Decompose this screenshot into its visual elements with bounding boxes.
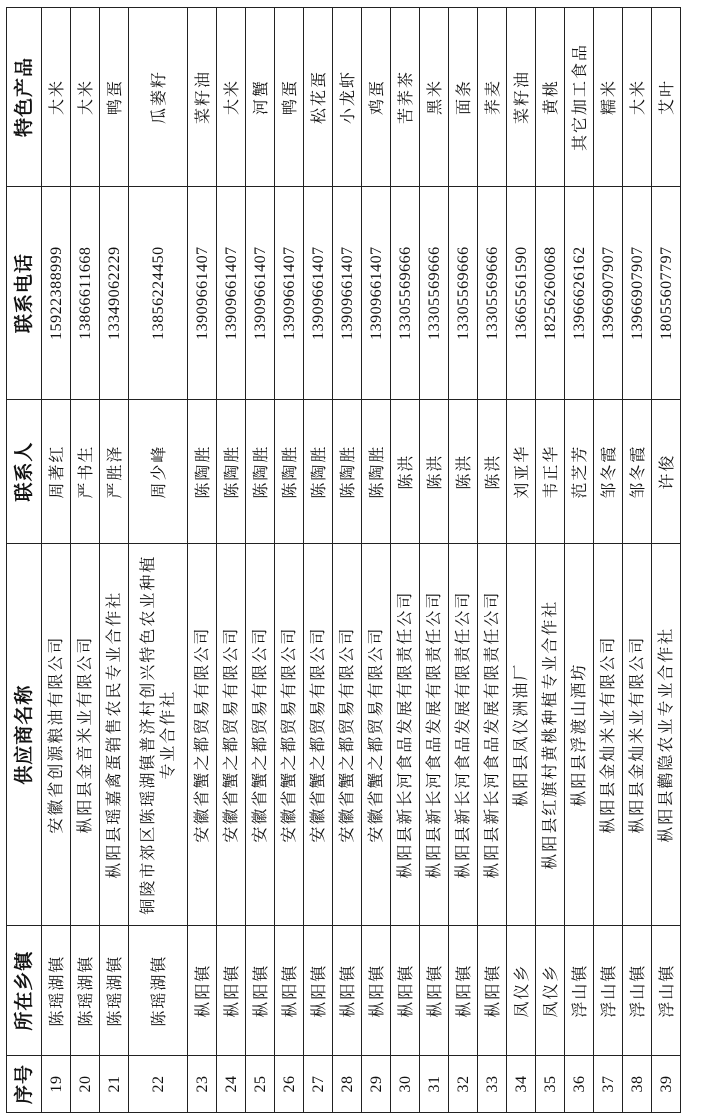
table-row <box>275 8 304 1113</box>
table-row <box>420 8 449 1113</box>
row-person: 陈陶胜 <box>217 400 246 544</box>
row-person: 陈洪 <box>391 400 420 544</box>
table-row <box>652 8 681 1113</box>
header-town: 所在乡镇 <box>7 926 42 1056</box>
table-row <box>304 8 333 1113</box>
table-row <box>188 8 217 1113</box>
row-phone: 18055607797 <box>652 187 681 400</box>
row-town: 枞阳镇 <box>362 926 391 1056</box>
row-town: 枞阳镇 <box>275 926 304 1056</box>
row-num: 21 <box>100 1055 129 1112</box>
row-num: 19 <box>42 1055 71 1112</box>
row-supplier: 枞阳县新长河食品发展有限责任公司 <box>391 544 420 926</box>
row-phone: 13966907907 <box>594 187 623 400</box>
row-product: 荞麦 <box>478 8 507 187</box>
table-row <box>449 8 478 1113</box>
table-row <box>129 8 188 1113</box>
row-phone: 13349062229 <box>100 187 129 400</box>
row-product: 鸭蛋 <box>275 8 304 187</box>
row-person: 范芝芳 <box>565 400 594 544</box>
row-num: 33 <box>478 1055 507 1112</box>
row-person: 周少峰 <box>129 400 188 544</box>
row-supplier: 枞阳县鹳隐农业专业合作社 <box>652 544 681 926</box>
table-row <box>391 8 420 1113</box>
row-town: 陈瑶湖镇 <box>129 926 188 1056</box>
row-supplier: 安徽省创源粮油有限公司 <box>42 544 71 926</box>
row-product: 其它加工食品 <box>565 8 594 187</box>
row-num: 29 <box>362 1055 391 1112</box>
row-town: 枞阳镇 <box>217 926 246 1056</box>
row-town: 浮山镇 <box>623 926 652 1056</box>
row-person: 韦正华 <box>536 400 565 544</box>
header-product: 特色产品 <box>7 8 42 187</box>
row-num: 38 <box>623 1055 652 1112</box>
row-num: 25 <box>246 1055 275 1112</box>
row-product: 瓜蒌籽 <box>129 8 188 187</box>
row-num: 30 <box>391 1055 420 1112</box>
row-person: 刘亚华 <box>507 400 536 544</box>
row-town: 凤仪乡 <box>507 926 536 1056</box>
row-product: 黄桃 <box>536 8 565 187</box>
row-person: 陈洪 <box>478 400 507 544</box>
row-num: 26 <box>275 1055 304 1112</box>
row-phone: 13909661407 <box>217 187 246 400</box>
row-product: 菜籽油 <box>188 8 217 187</box>
row-person: 陈陶胜 <box>246 400 275 544</box>
row-town: 枞阳镇 <box>188 926 217 1056</box>
row-phone: 13909661407 <box>362 187 391 400</box>
row-supplier: 枞阳县凤仪洲油厂 <box>507 544 536 926</box>
table-row <box>478 8 507 1113</box>
header-num: 序号 <box>7 1055 42 1112</box>
row-phone: 13909661407 <box>333 187 362 400</box>
row-product: 大米 <box>623 8 652 187</box>
row-person: 陈洪 <box>449 400 478 544</box>
row-phone: 13305569666 <box>449 187 478 400</box>
row-product: 松花蛋 <box>304 8 333 187</box>
row-num: 24 <box>217 1055 246 1112</box>
row-product: 大米 <box>42 8 71 187</box>
row-phone: 13966626162 <box>565 187 594 400</box>
row-product: 大米 <box>217 8 246 187</box>
row-product: 糯米 <box>594 8 623 187</box>
table-row <box>565 8 594 1113</box>
row-product: 大米 <box>71 8 100 187</box>
row-supplier: 枞阳县金音米业有限公司 <box>71 544 100 926</box>
row-num: 37 <box>594 1055 623 1112</box>
row-supplier: 安徽省蟹之都贸易有限公司 <box>275 544 304 926</box>
row-num: 32 <box>449 1055 478 1112</box>
table-row <box>217 8 246 1113</box>
row-person: 陈洪 <box>420 400 449 544</box>
table-row <box>333 8 362 1113</box>
header-phone: 联系电话 <box>7 187 42 400</box>
row-product: 菜籽油 <box>507 8 536 187</box>
row-phone: 13909661407 <box>275 187 304 400</box>
row-product: 鸡蛋 <box>362 8 391 187</box>
row-person: 陈陶胜 <box>188 400 217 544</box>
row-town: 枞阳镇 <box>246 926 275 1056</box>
row-num: 31 <box>420 1055 449 1112</box>
row-num: 39 <box>652 1055 681 1112</box>
row-town: 浮山镇 <box>565 926 594 1056</box>
row-person: 邹冬霞 <box>594 400 623 544</box>
row-supplier: 铜陵市郊区陈瑶湖镇普济村创兴特色农业种植专业合作社 <box>129 544 188 926</box>
row-product: 河蟹 <box>246 8 275 187</box>
row-person: 许俊 <box>652 400 681 544</box>
row-product: 鸭蛋 <box>100 8 129 187</box>
row-phone: 15922388999 <box>42 187 71 400</box>
row-num: 36 <box>565 1055 594 1112</box>
row-phone: 13866611668 <box>71 187 100 400</box>
supplier-table <box>6 7 681 1113</box>
row-supplier: 安徽省蟹之都贸易有限公司 <box>188 544 217 926</box>
row-town: 枞阳镇 <box>420 926 449 1056</box>
row-town: 凤仪乡 <box>536 926 565 1056</box>
row-phone: 13305569666 <box>391 187 420 400</box>
row-supplier: 枞阳县新长河食品发展有限责任公司 <box>478 544 507 926</box>
row-phone: 13909661407 <box>304 187 333 400</box>
row-person: 陈陶胜 <box>304 400 333 544</box>
row-person: 严书生 <box>71 400 100 544</box>
row-num: 28 <box>333 1055 362 1112</box>
row-phone: 13305569666 <box>478 187 507 400</box>
row-num: 20 <box>71 1055 100 1112</box>
row-phone: 13909661407 <box>246 187 275 400</box>
row-product: 小龙虾 <box>333 8 362 187</box>
table-row <box>100 8 129 1113</box>
header-supplier: 供应商名称 <box>7 544 42 926</box>
row-supplier: 枞阳县瑶嘉禽蛋销售农民专业合作社 <box>100 544 129 926</box>
row-supplier: 安徽省蟹之都贸易有限公司 <box>304 544 333 926</box>
row-town: 陈瑶湖镇 <box>100 926 129 1056</box>
row-person: 严胜泽 <box>100 400 129 544</box>
table-body <box>42 8 681 1113</box>
row-product: 面条 <box>449 8 478 187</box>
row-phone: 13665561590 <box>507 187 536 400</box>
row-num: 23 <box>188 1055 217 1112</box>
row-supplier: 枞阳县新长河食品发展有限责任公司 <box>420 544 449 926</box>
table-row <box>42 8 71 1113</box>
row-supplier: 枞阳县金灿米业有限公司 <box>594 544 623 926</box>
row-num: 22 <box>129 1055 188 1112</box>
row-town: 枞阳镇 <box>304 926 333 1056</box>
row-supplier: 安徽省蟹之都贸易有限公司 <box>246 544 275 926</box>
row-person: 陈陶胜 <box>362 400 391 544</box>
row-supplier: 安徽省蟹之都贸易有限公司 <box>333 544 362 926</box>
row-town: 枞阳镇 <box>449 926 478 1056</box>
table-row <box>507 8 536 1113</box>
row-person: 陈陶胜 <box>333 400 362 544</box>
row-phone: 13909661407 <box>188 187 217 400</box>
row-supplier: 安徽省蟹之都贸易有限公司 <box>217 544 246 926</box>
row-phone: 13966907907 <box>623 187 652 400</box>
table-row <box>71 8 100 1113</box>
row-town: 陈瑶湖镇 <box>42 926 71 1056</box>
row-town: 枞阳镇 <box>478 926 507 1056</box>
row-town: 浮山镇 <box>594 926 623 1056</box>
row-num: 27 <box>304 1055 333 1112</box>
table-row <box>536 8 565 1113</box>
row-supplier: 安徽省蟹之都贸易有限公司 <box>362 544 391 926</box>
table-row <box>623 8 652 1113</box>
table-row <box>246 8 275 1113</box>
row-town: 枞阳镇 <box>333 926 362 1056</box>
row-town: 浮山镇 <box>652 926 681 1056</box>
row-phone: 13305569666 <box>420 187 449 400</box>
row-num: 35 <box>536 1055 565 1112</box>
row-supplier: 枞阳县浮渡山酒坊 <box>565 544 594 926</box>
row-town: 枞阳镇 <box>391 926 420 1056</box>
table-row <box>594 8 623 1113</box>
row-phone: 18256260068 <box>536 187 565 400</box>
row-phone: 13856224450 <box>129 187 188 400</box>
row-product: 艾叶 <box>652 8 681 187</box>
header-row <box>7 8 42 1113</box>
header-person: 联系人 <box>7 400 42 544</box>
table-row <box>362 8 391 1113</box>
row-supplier: 枞阳县金灿米业有限公司 <box>623 544 652 926</box>
row-supplier: 枞阳县红旗村黄桃种植专业合作社 <box>536 544 565 926</box>
row-product: 黑米 <box>420 8 449 187</box>
row-supplier: 枞阳县新长河食品发展有限责任公司 <box>449 544 478 926</box>
row-person: 周著红 <box>42 400 71 544</box>
row-num: 34 <box>507 1055 536 1112</box>
row-person: 邹冬霞 <box>623 400 652 544</box>
row-person: 陈陶胜 <box>275 400 304 544</box>
row-town: 陈瑶湖镇 <box>71 926 100 1056</box>
row-product: 苦荞茶 <box>391 8 420 187</box>
